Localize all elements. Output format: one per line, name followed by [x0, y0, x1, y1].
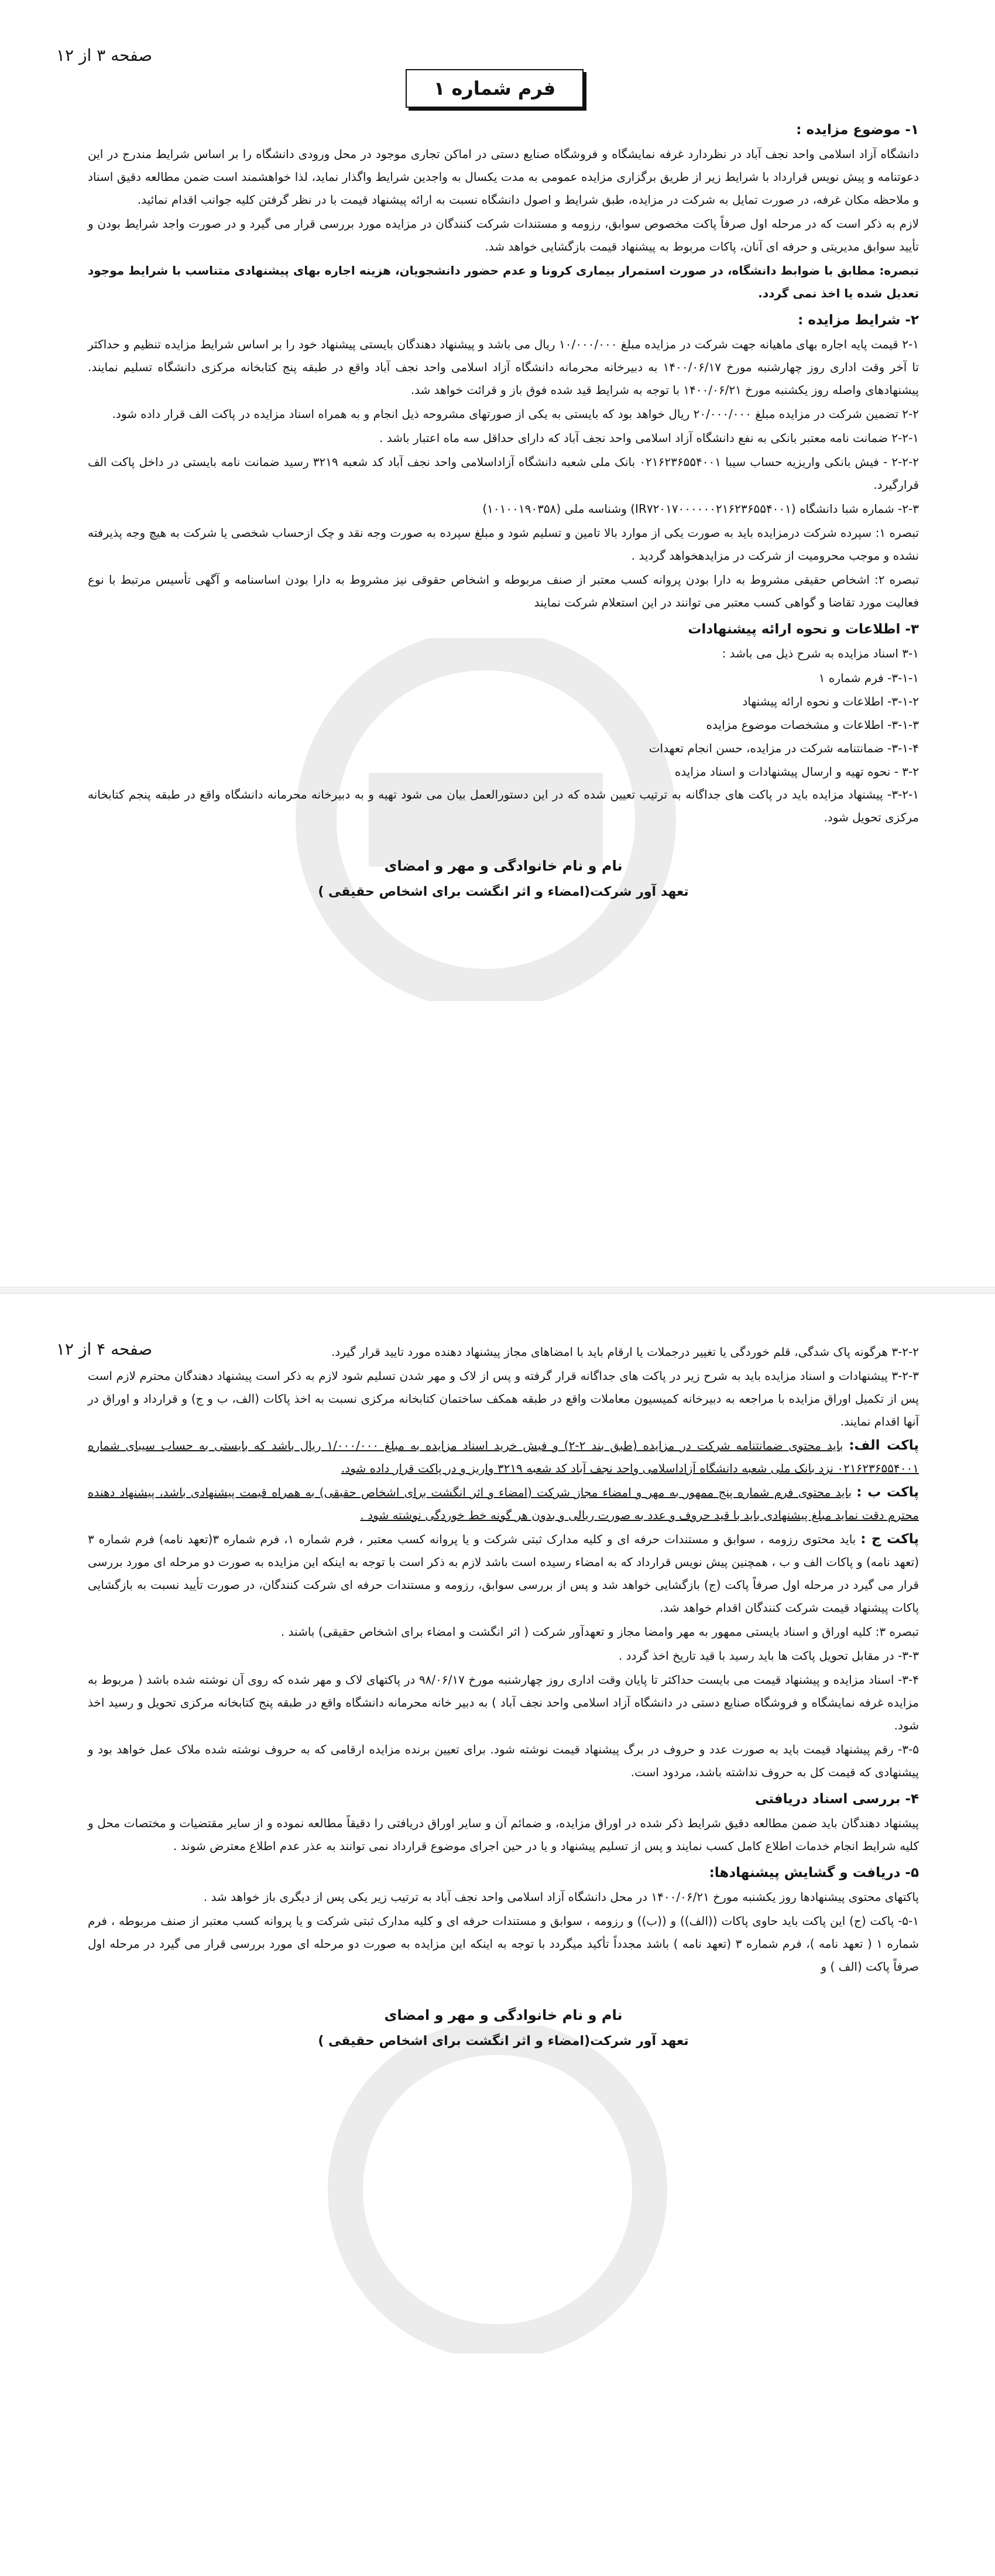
document-body: [88, 115, 919, 905]
section-4-paragraph: پیشنهاد دهندگان باید ضمن مطالعه دقیق شرایط ذکر شده در اوراق مزایده، و ضمائم آن و سایر اوراق دریافتی را دقیقاً مطالعه نموده و از سایر مقتضیات و مختصات محل و کلیه شرایط انجام خدمات اطلاع کامل کسب نمایند و پس از تسلیم پیشنهاد و یا در حین اجرای موضوع قرارداد نمی توانند به عذر عدم اطلاع معترض شوند .: [88, 1816, 919, 1853]
clause-2-3: ۲-۳- شماره شبا دانشگاه (IR۷۲۰۱۷۰۰۰۰۰۰۲۱۶۲۳۶۵۵۴۰۰۱) وشناسه ملی (۱۰۱۰۰۱۹۰۳۵۸): [482, 502, 919, 516]
signature-title: نام و نام خانوادگی و مهر و امضای: [384, 858, 623, 874]
clause-3-2-1: ۳-۲-۱- پیشنهاد مزایده باید در پاکت های جداگانه به ترتیب تعیین شده که در این دستورالعمل بیان می شود تهیه و به دبیرخانه محرمانه دانشگاه واقع در طبقه پنجم کتابخانه مرکزی تحویل شود.: [88, 787, 919, 824]
signature-subtitle: تعهد آور شرکت(امضاء و اثر انگشت برای اشخاص حقیقی ): [318, 885, 689, 899]
envelope-a-text: باید محتوی ضمانتنامه شرکت در مزایده (طبق بند ۲-۲) و فیش خرید اسناد مزایده به مبلغ ۱/۰۰۰/۰۰۰ ریال باشد که بایستی به حساب سیبای شماره ۰۲۱۶۲۳۶۵۵۴۰۰۱ نزد بانک ملی شعبه دانشگاه آزاداسلامی واحد نجف آباد کد شعبه ۳۲۱۹ واریز و در پاکت قرار داده شود.: [88, 1438, 919, 1475]
clause-3-3: ۳-۳- در مقابل تحویل پاکت ها باید رسید با قید تاریخ اخذ گردد .: [618, 1649, 919, 1663]
note-1: تبصره ۱: سپرده شرکت درمزایده باید به صورت یکی از موارد بالا تامین و تسلیم شود و مبلغ سپرده به صورت وجه نقد و چک ازحساب شخصی یا شرکت به هیچ وجه پذیرفته نشده و موجب محرومیت از شرکت در مزایدهخواهد گردید .: [88, 526, 919, 563]
section-3-heading: ۳- اطلاعات و نحوه ارائه پیشنهادات: [688, 622, 919, 637]
page-4: [0, 1294, 995, 2576]
section-5-paragraph: پاکتهای محتوی پیشنهادها روز یکشنبه مورخ ۱۴۰۰/۰۶/۲۱ در محل دانشگاه آزاد اسلامی واحد نجف آباد به ترتیب زیر یکی پس از دیگری باز خواهد شد .: [203, 1890, 919, 1904]
envelope-c-label: پاکت ج :: [860, 1532, 919, 1547]
doc-list-item: ۳-۱-۳- اطلاعات و مشخصات موضوع مزایده: [706, 718, 919, 732]
watermark-logo: [258, 2026, 737, 2354]
envelope-b-text: باید محتوی فرم شماره پنج ممهور به مهر و امضاء مجاز شرکت (امضاء و اثر انگشت برای اشخاص حقیقی) به همراه قیمت پیشنهادی باشد، پیشنهاد دهنده محترم دقت نماید مبلغ پیشنهادی باید با قید حروف و عدد به صورت ریالی و بدون هر گونه خط خوردگی نوشته شود .: [88, 1485, 919, 1522]
section-1-heading: ۱- موضوع مزایده :: [796, 122, 919, 138]
doc-list-item: ۳-۲ - نحوه تهیه و ارسال پیشنهادات و اسناد مزایده: [674, 765, 919, 779]
envelope-b-label: پاکت ب :: [856, 1485, 919, 1500]
doc-list-item: ۳-۱-۴- ضمانتنامه شرکت در مزایده، حسن انجام تعهدات: [649, 741, 919, 755]
clause-3-1: ۳-۱ اسناد مزایده به شرح ذیل می باشد :: [722, 646, 919, 660]
clause-2-1: ۲-۱ قیمت پایه اجاره بهای ماهیانه جهت شرکت در مزایده مبلغ ۱۰/۰۰۰/۰۰۰ ریال می باشد و پیشنهاد دهندگان بایستی پیشنهاد خود را بر اساس شرایط مزایده تنظیم و حداکثر تا آخر وقت اداری روز چهارشنبه مورخ ۱۴۰۰/۰۶/۱۷ به دبیرخانه محرمانه دانشگاه آزاد اسلامی واحد نجف آباد واقع در طبقه پنج کتابخانه مرکزی دانشگاه تسلیم نمایند. پیشنهادهای واصله روز یکشنبه مورخ ۱۴۰۰/۰۶/۲۱ با توجه به شرایط قید شده فوق باز و قرائت خواهد شد.: [88, 337, 919, 397]
document-body: [88, 1341, 919, 2054]
clause-3-5: ۳-۵- رقم پیشنهاد قیمت باید به صورت عدد و حروف در برگ پیشنهاد قیمت نوشته شود. برای تعیین برنده مزایده ارقامی که به حروف نوشته شده ملاک عمل خواهد بود و پیشنهادی که قیمت کل به حروف نداشته باشد، مردود است.: [88, 1742, 919, 1779]
note-3: تبصره ۳: کلیه اوراق و اسناد بایستی ممهور به مهر وامضا مجاز و تعهدآور شرکت ( اثر انگشت و امضاء برای اشخاص حقیقی) باشند .: [280, 1625, 919, 1639]
clause-3-2-3: ۳-۲-۳ پیشنهادات و اسناد مزایده باید به شرح زیر در پاکت های جداگانه قرار گرفته و پس از لاک و مهر شدن تسلیم شود لازم به ذکر است پیشنهاد دهندگان محترم لازم است پس از تکمیل اوراق مزایده با مراجعه به دبیرخانه کمیسیون معاملات واقع در طبقه همکف ساختمان کتابخانه مرکزی نسبت به اخذ پاکات (الف، ب و ج) و قرارداد و اوراق در آنها اقدام نمایند.: [88, 1369, 919, 1429]
envelope-b-paragraph: [88, 1481, 919, 1527]
envelope-a-label: پاکت الف:: [849, 1438, 919, 1453]
page-number: صفحه ۳ از ۱۲: [56, 46, 153, 65]
section-2-heading: ۲- شرایط مزایده :: [798, 313, 919, 328]
clause-3-4: ۳-۴- اسناد مزایده و پیشنهاد قیمت می بایست حداکثر تا پایان وقت اداری روز چهارشنبه مورخ ۹۸/۰۶/۱۷ در پاکتهای لاک و مهر شده که روی آن نوشته شده باشد ( مربوط به مزایده غرفه نمایشگاه و فروشگاه صنایع دستی در دانشگاه آزاد اسلامی واحد نجف آباد ) به دبیر خانه محرمانه دانشگاه واقع در طبقه پنج کتابخانه مرکزی تحویل و رسید اخذ شود.: [88, 1673, 919, 1732]
form-title: فرم شماره ۱: [406, 69, 584, 108]
section-1-paragraph: دانشگاه آزاد اسلامی واحد نجف آباد در نظردارد غرفه نمایشگاه و فروشگاه صنایع دستی در اماکن تجاری موجود در محل ورودی دانشگاه را بر اساس شرایط مندرج در این دعوتنامه و پیش نویس قرارداد با شرایط زیر از طریق برگزاری مزایده عمومی به مدت یکسال به واجدین شرایط واگذار نماید، لذا خواهشمند است ضمن مطالعه دقیق اسناد و ملاحظه مکان غرفه، در صورت تمایل به شرکت در مزایده، طبق شرایط و اصول دانشگاه نسبت به ارائه پیشنهاد قیمت با در نظر گرفتن کلیه جوانب اقدام نمائید.: [88, 147, 919, 207]
clause-5-1: ۵-۱- پاکت (ج) این پاکت باید حاوی پاکات ((الف)) و ((ب)) و رزومه ، سوابق و مستندات حرفه ای و کلیه مدارک ثبتی شرکت و یا پروانه کسب معتبر از صنف مربوطه ، فرم شماره ۱ ( تعهد نامه )، فرم شماره ۳ (تعهد نامه ) باشد مجدداً تأکید میگردد با توجه به اینکه این مزایده به صورت دو مرحله ای مورد بررسی قرار می گیرد در مرحله اول صرفاً پاکت (الف ) و: [88, 1914, 919, 1974]
section-4-heading: ۴- بررسی اسناد دریافتی: [754, 1791, 919, 1807]
clause-2-2-2: ۲-۲-۲ - فیش بانکی واریزیه حساب سیبا ۰۲۱۶۲۳۶۵۵۴۰۰۱ بانک ملی شعبه دانشگاه آزاداسلامی واحد نجف آباد کد شعبه ۳۲۱۹ رسید ضمانت نامه بایستی در داخل پاکت الف قرارگیرد.: [88, 455, 919, 492]
page-number: صفحه ۴ از ۱۲: [56, 1340, 153, 1359]
envelope-c-text: باید محتوی رزومه ، سوابق و مستندات حرفه ای و کلیه مدارک ثبتی شرکت و یا پروانه کسب معتبر ، فرم شماره ۱، فرم شماره ۳(تعهد نامه) فرم شماره ۳ (تعهد نامه) و پاکات الف و ب ، همچنین پیش نویس قرارداد که به امضاء رسیده است باشد لازم به ذکر است با توجه به اینکه این مزایده به صورت دو مرحله ای مورد بررسی قرار می گیرد در مرحله اول صرفاً پاکت (ج) بازگشایی خواهد شد و پس از بررسی سوابق، رزومه و مستندات حرفه ای شرکت کنندگان، در صورت تأیید نسبت به بازگشایی پاکات پیشنهاد قیمت شرکت کنندگان اقدام خواهد شد.: [88, 1532, 919, 1615]
clause-2-2-1: ۲-۲-۱ ضمانت نامه معتبر بانکی به نفع دانشگاه آزاد اسلامی واحد نجف آباد که دارای حداقل سه ماه اعتبار باشد .: [379, 431, 919, 445]
section-1-paragraph-2: لازم به ذکر است که در مرحله اول صرفاً پاکت مخصوص سوابق، رزومه و مستندات شرکت کنندگان در مزایده مورد بررسی قرار می گیرد و در صورت واجد شرایط بودن و تأیید سوابق مدیریتی و حرفه ای آنان، پاکات مربوط به پیشنهاد قیمت بازگشایی خواهد شد.: [88, 217, 919, 254]
envelope-c-paragraph: [88, 1528, 919, 1619]
note-2: تبصره ۲: اشخاص حقیقی مشروط به دارا بودن پروانه کسب معتبر از صنف مربوطه و اشخاص حقوقی نیز مشروط به دارا بودن اساسنامه و آگهی تأسیس مرتبط با نوع فعالیت مورد تقاضا و گواهی کسب معتبر می توانند در این استعلام شرکت نمایند: [88, 573, 919, 609]
envelope-a-paragraph: [88, 1434, 919, 1480]
clause-3-2-2: ۳-۲-۲ هرگونه پاک شدگی، قلم خوردگی یا تغییر درجملات یا ارقام باید با امضاهای مجاز پیشنهاد دهنده مورد تایید قرار گیرد.: [331, 1345, 919, 1359]
clause-2-2: ۲-۲ تضمین شرکت در مزایده مبلغ ۲۰/۰۰۰/۰۰۰ ریال خواهد بود که بایستی به یکی از صورتهای مشروحه ذیل انجام و به همراه اسناد مزایده در پاکت الف قرار داده شود.: [112, 407, 919, 421]
section-1-note: تبصره: مطابق با ضوابط دانشگاه، در صورت استمرار بیماری کرونا و عدم حضور دانشجویان، هزینه اجاره بهای پیشنهادی متناسب با شرایط موجود تعدیل شده یا اخذ نمی گردد.: [88, 263, 919, 300]
signature-subtitle: تعهد آور شرکت(امضاء و اثر انگشت برای اشخاص حقیقی ): [318, 2034, 689, 2049]
page-separator: [0, 1287, 995, 1294]
section-5-heading: ۵- دریافت و گشایش پیشنهادها:: [709, 1865, 919, 1880]
doc-list-item: ۳-۱-۲- اطلاعات و نحوه ارائه پیشنهاد: [742, 694, 919, 708]
doc-list-item: ۳-۱-۱- فرم شماره ۱: [818, 671, 919, 685]
signature-title: نام و نام خانوادگی و مهر و امضای: [384, 2007, 623, 2023]
